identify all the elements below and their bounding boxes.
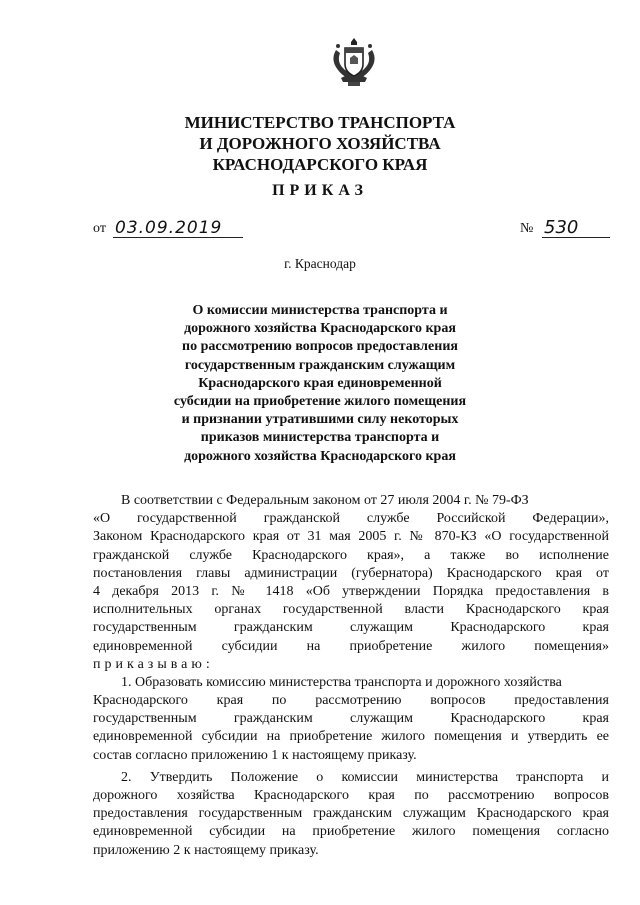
- item-2-line: приложению 2 к настоящему приказу.: [93, 842, 319, 858]
- preamble-line: «О государственной гражданской службе Российской Федерации»,: [93, 511, 609, 527]
- document-type: ПРИКАЗ: [272, 182, 368, 199]
- item-1-line: состав согласно приложению 1 к настоящему приказу.: [93, 747, 417, 763]
- date-prefix: от: [93, 221, 106, 236]
- title-line: и признании утратившими силу некоторых: [181, 412, 459, 428]
- ministry-line-2: И ДОРОЖНОГО ХОЗЯЙСТВА: [199, 134, 441, 153]
- title-line: по рассмотрению вопросов предоставления: [182, 339, 458, 355]
- preamble-line: Законом Краснодарского края от 31 мая 2005 г. № 870-КЗ «О государственной: [93, 529, 609, 545]
- preamble-line: В соответствии с Федеральным законом от 27 июля 2004 г. № 79-ФЗ: [121, 493, 529, 508]
- item-1-line: государственным гражданским служащим Краснодарского края: [93, 711, 609, 727]
- preamble-line: исполнительных органах государственной власти Краснодарского края: [93, 602, 609, 618]
- item-2-line: единовременной субсидии на приобретение жилого помещения согласно: [93, 824, 609, 840]
- preamble-line: 4 декабря 2013 г. № 1418 «Об утверждении Порядка предоставления в: [93, 583, 609, 599]
- item-2-line: дорожного хозяйства Краснодарского края по рассмотрению вопросов: [93, 788, 609, 803]
- preamble-line: государственным гражданским служащим Краснодарского края: [93, 620, 609, 636]
- order-body: [93, 492, 609, 860]
- item-1-line: Краснодарского края по рассмотрению вопросов предоставления: [93, 693, 609, 709]
- ministry-line-3: КРАСНОДАРСКОГО КРАЯ: [212, 155, 428, 174]
- title-line: дорожного хозяйства Краснодарского края: [184, 448, 456, 464]
- coat-of-arms-emblem: [326, 34, 382, 90]
- ministry-line-1: МИНИСТЕРСТВО ТРАНСПОРТА: [184, 113, 456, 132]
- city: г. Краснодар: [284, 256, 356, 271]
- preamble-line: гражданской службе Краснодарского края», а также во исполнение: [93, 547, 609, 563]
- handwritten-date: 03.09.2019: [115, 218, 223, 238]
- preamble-line: постановления главы администрации (губернатора) Краснодарского края от: [93, 565, 609, 581]
- preamble-line: единовременной субсидии на приобретение жилого помещения»: [93, 638, 609, 654]
- order-title: [0, 302, 640, 466]
- title-line: дорожного хозяйства Краснодарского края: [184, 321, 456, 337]
- item-1-line: единовременной субсидии на приобретение жилого помещения и утвердить ее: [93, 729, 609, 745]
- item-2-line: 2. Утвердить Положение о комиссии министерства транспорта и: [121, 769, 609, 785]
- item-2-line: предоставления государственным гражданским служащим Краснодарского края: [93, 806, 609, 822]
- item-1-line: 1. Образовать комиссию министерства транспорта и дорожного хозяйства: [121, 674, 562, 690]
- order-date: [93, 216, 243, 240]
- title-line: О комиссии министерства транспорта и: [192, 303, 448, 318]
- order-number: [520, 216, 610, 240]
- title-line: приказов министерства транспорта и: [200, 430, 440, 446]
- title-line: субсидии на приобретение жилого помещения: [173, 394, 467, 410]
- handwritten-number: 530: [544, 217, 579, 238]
- title-line: Краснодарского края единовременной: [198, 375, 442, 391]
- title-line: государственным гражданским служащим: [184, 357, 456, 373]
- order-word: приказываю:: [93, 656, 214, 672]
- ministry-name: [0, 112, 640, 175]
- number-prefix: №: [520, 221, 534, 236]
